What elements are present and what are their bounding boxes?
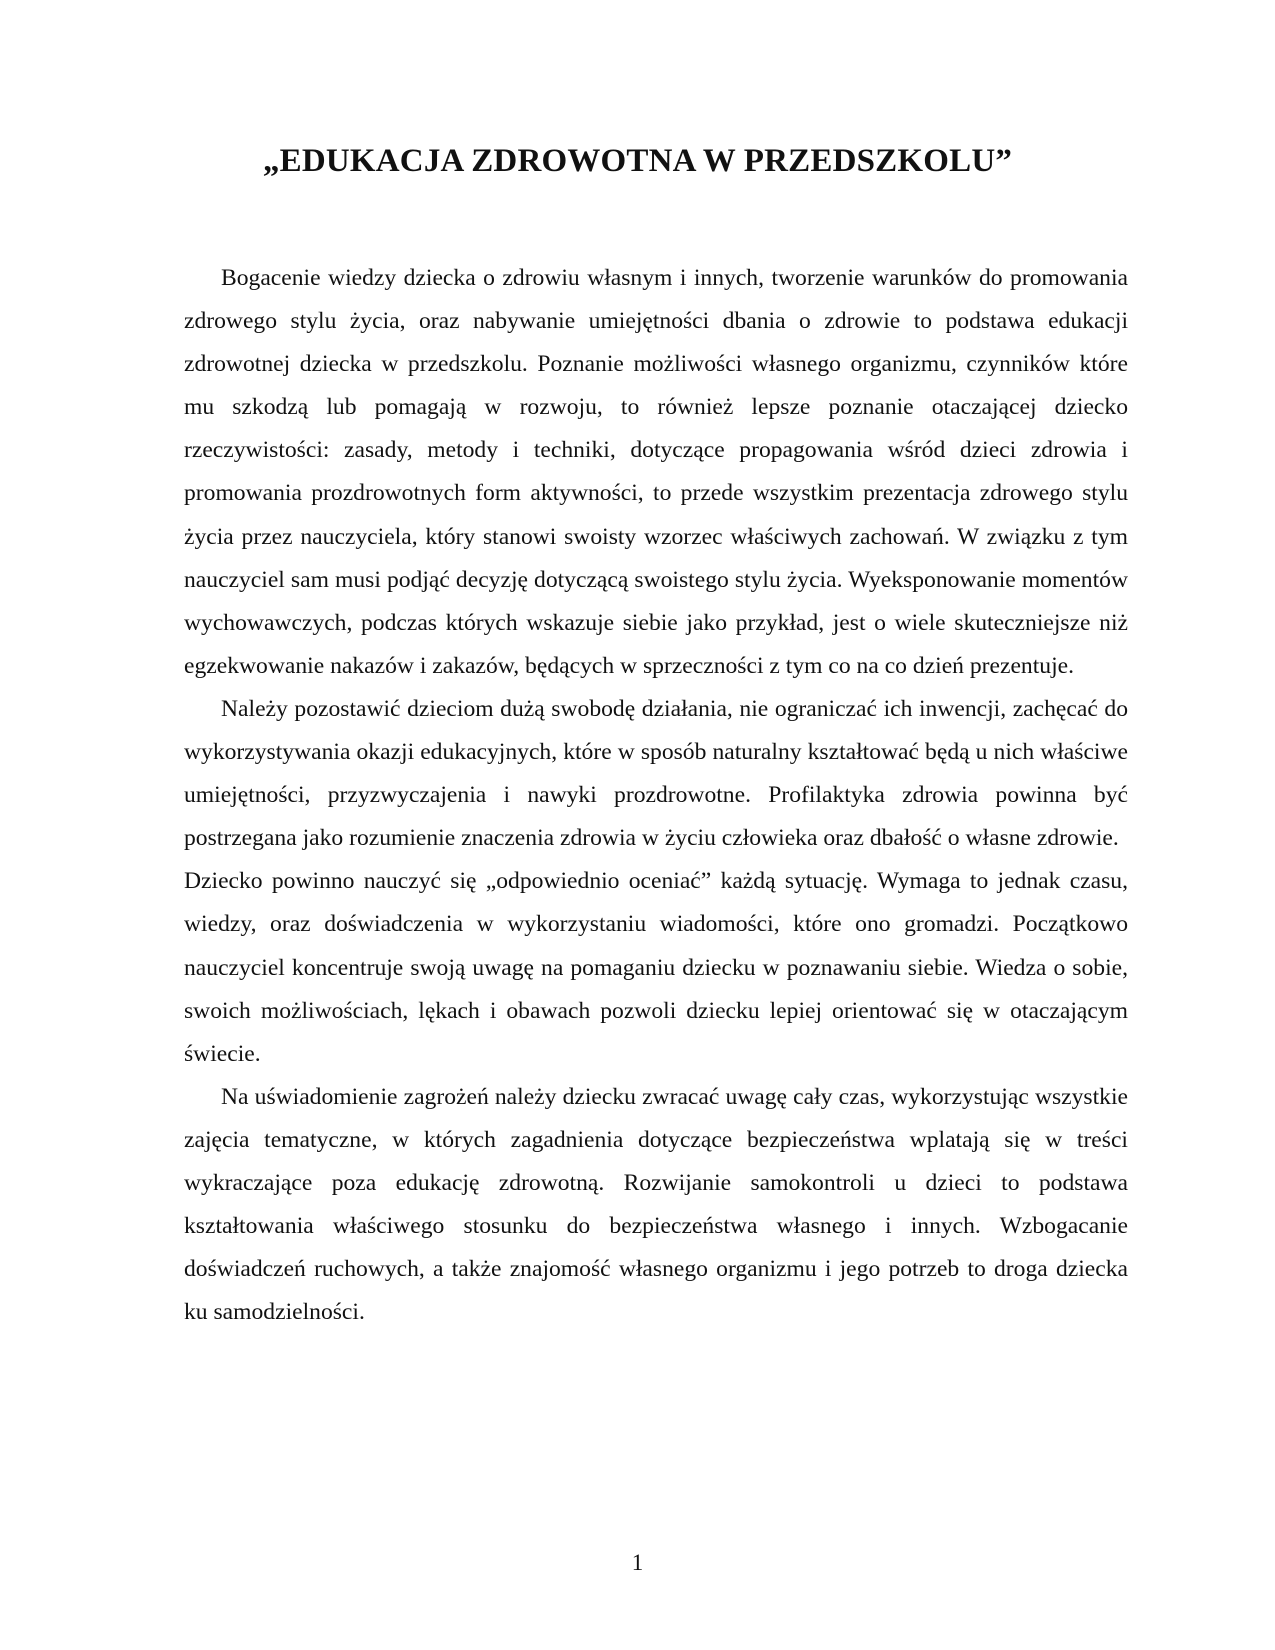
paragraph-3: Dziecko powinno nauczyć się „odpowiednio oceniać” każdą sytuację. Wymaga to jednak czasu, wiedzy, oraz doświadczenia w wykorzystaniu wiadomości, które ono gromadzi. Początkowo nauczyciel koncentruje swoją uwagę na pomaganiu dziecku w poznawaniu siebie. Wiedza o sobie, swoich możliwościach, lękach i obawach pozwoli dziecku lepiej orientować się w otaczającym świecie. [184,868,1128,1067]
page-number: 1 [631,1550,644,1575]
paragraph-4: Na uświadomienie zagrożeń należy dziecku zwracać uwagę cały czas, wykorzystując wszystkie zajęcia tematyczne, w których zagadnienia dotyczące bezpieczeństwa wplatają się w treści wykraczające poza edukację zdrowotną. Rozwijanie samokontroli u dzieci to podstawa kształtowania właściwego stosunku do bezpieczeństwa własnego i innych. Wzbogacanie doświadczeń ruchowych, a także znajomość własnego organizmu i jego potrzeb to droga dziecka ku samodzielności. [184,1083,1128,1326]
paragraph-1: Bogacenie wiedzy dziecka o zdrowiu własnym i innych, tworzenie warunków do promowania zdrowego stylu życia, oraz nabywanie umiejętności dbania o zdrowie to podstawa edukacji zdrowotnej dziecka w przedszkolu. Poznanie możliwości własnego organizmu, czynników które mu szkodzą lub pomagają w rozwoju, to również lepsze poznanie otaczającej dziecko rzeczywistości: zasady, metody i techniki, dotyczące propagowania wśród dzieci zdrowia i promowania prozdrowotnych form aktywności, to przede wszystkim prezentacja zdrowego stylu życia przez nauczyciela, który stanowi swoisty wzorzec właściwych zachowań. W związku z tym nauczyciel sam musi podjąć decyzję dotyczącą swoistego stylu życia. Wyeksponowanie momentów wychowawczych, podczas których wskazuje siebie jako przykład, jest o wiele skuteczniejsze niż egzekwowanie nakazów i zakazów, będących w sprzeczności z tym co na co dzień prezentuje. [184,265,1128,679]
paragraph-2: Należy pozostawić dzieciom dużą swobodę działania, nie ograniczać ich inwencji, zachęcać do wykorzystywania okazji edukacyjnych, które w sposób naturalny kształtować będą u nich właściwe umiejętności, przyzwyczajenia i nawyki prozdrowotne. Profilaktyka zdrowia powinna być postrzegana jako rozumienie znaczenia zdrowia w życiu człowieka oraz dbałość o własne zdrowie. [184,695,1128,852]
document-title: „EDUKACJA ZDROWOTNA W PRZEDSZKOLU” [262,143,1013,179]
document-body [184,257,1128,1334]
